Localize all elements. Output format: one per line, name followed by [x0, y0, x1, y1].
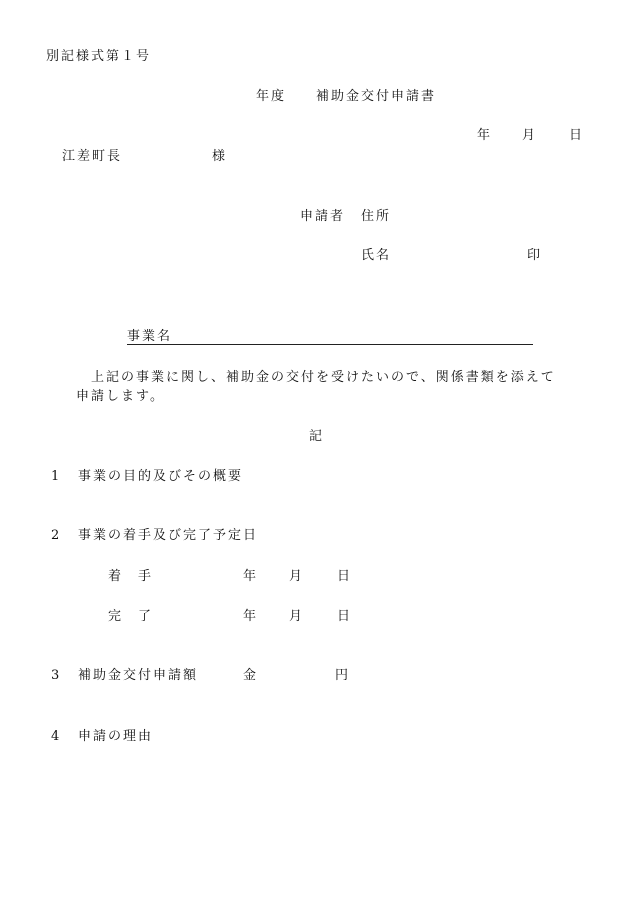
amount-currency-label: 金: [243, 668, 259, 683]
applicant-label: 申請者: [300, 209, 346, 224]
body-line-1: 上記の事業に関し、補助金の交付を受けたいので、関係書類を添えて: [91, 370, 556, 385]
start-month-label: 月: [289, 569, 305, 584]
amount-yen-label: 円: [335, 668, 351, 683]
item-4-number: 4: [51, 729, 62, 744]
start-date-label: 着 手: [108, 569, 154, 584]
complete-day-label: 日: [337, 609, 353, 624]
complete-year-label: 年: [243, 609, 259, 624]
item-2-label: 事業の着手及び完了予定日: [78, 528, 259, 543]
item-1-label: 事業の目的及びその概要: [78, 469, 244, 484]
complete-date-label: 完 了: [108, 609, 154, 624]
start-year-label: 年: [243, 569, 259, 584]
date-month-label: 月: [522, 128, 538, 143]
project-name-label: 事業名: [127, 329, 173, 344]
project-name-underline: [127, 344, 533, 345]
item-1-number: 1: [51, 469, 62, 484]
addressee-honorific: 様: [212, 149, 228, 164]
item-3-number: 3: [51, 668, 62, 683]
item-4-label: 申請の理由: [78, 729, 154, 744]
applicant-name-label: 氏名: [361, 248, 392, 263]
date-year-label: 年: [477, 128, 493, 143]
complete-month-label: 月: [289, 609, 305, 624]
form-number: 別記様式第１号: [46, 49, 152, 64]
seal-label: 印: [527, 248, 543, 263]
start-day-label: 日: [337, 569, 353, 584]
applicant-address-label: 住所: [361, 209, 392, 224]
body-line-2: 申請します。: [76, 389, 165, 404]
ki-heading: 記: [309, 429, 325, 444]
title-year: 年度: [256, 89, 287, 104]
date-day-label: 日: [569, 128, 585, 143]
addressee-name: 江差町長: [62, 149, 123, 164]
document-title: 補助金交付申請書: [316, 89, 437, 104]
item-3-label: 補助金交付申請額: [78, 668, 199, 683]
item-2-number: 2: [51, 528, 62, 543]
